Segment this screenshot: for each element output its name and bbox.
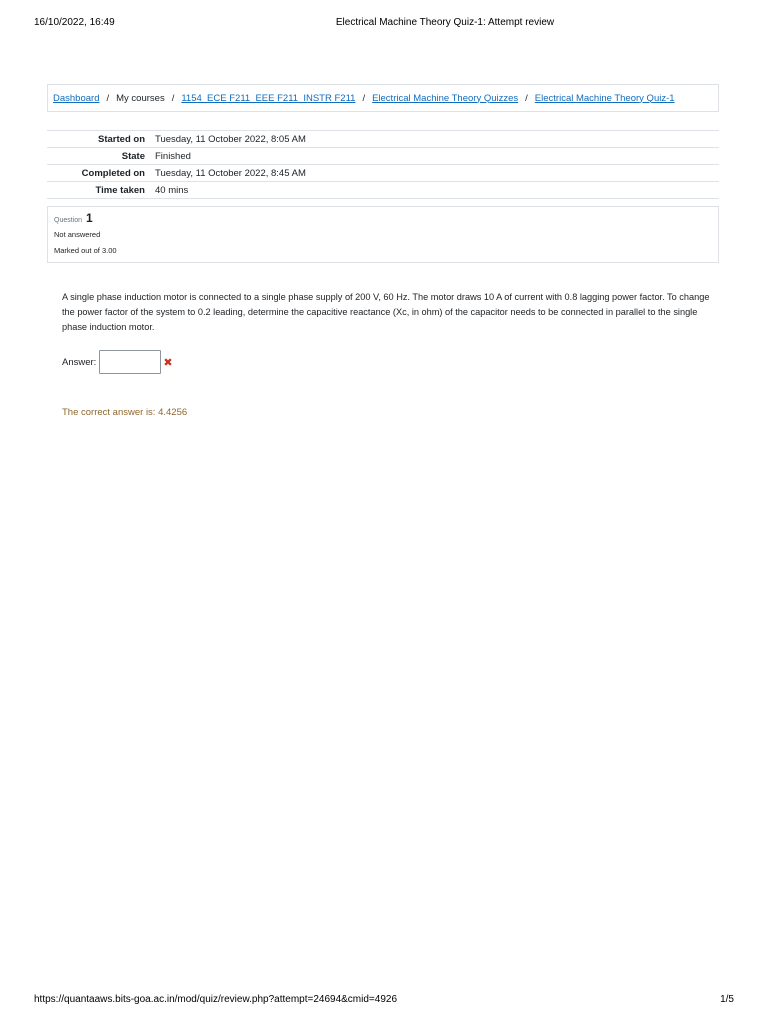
summary-row-time-taken [47, 182, 719, 199]
started-on-value: Tuesday, 11 October 2022, 8:05 AM [155, 133, 306, 145]
completed-on-label: Completed on [81, 167, 145, 179]
state-value: Finished [155, 150, 191, 162]
summary-row-state [47, 148, 719, 165]
question-grade: Marked out of 3.00 [54, 246, 117, 255]
print-footer-page: 1/5 [720, 994, 734, 1005]
answer-label: Answer: [62, 356, 97, 368]
time-taken-value: 40 mins [155, 184, 189, 196]
question-label: Question [54, 217, 83, 224]
print-header-title: Electrical Machine Theory Quiz-1: Attempt review [335, 17, 555, 28]
question-number-line [54, 211, 712, 228]
started-on-label: Started on [98, 133, 145, 145]
breadcrumb-separator: / [171, 92, 175, 104]
summary-row-completed-on [47, 165, 719, 182]
print-footer-url: https://quantaaws.bits-goa.ac.in/mod/quiz/review.php?attempt=24694&cmid=4926 [34, 994, 398, 1005]
question-info-box [47, 206, 719, 263]
breadcrumb-my-courses: My courses [116, 92, 165, 104]
breadcrumb-dashboard-link[interactable]: Dashboard [53, 92, 100, 104]
state-label: State [121, 150, 145, 162]
breadcrumb-separator: / [362, 92, 366, 104]
question-state: Not answered [54, 230, 101, 239]
answer-input[interactable] [99, 350, 161, 374]
attempt-summary-table [47, 130, 719, 199]
breadcrumb-quiz-link[interactable]: Electrical Machine Theory Quiz-1 [534, 92, 675, 104]
breadcrumb [47, 84, 719, 112]
breadcrumb-quizzes-link[interactable]: Electrical Machine Theory Quizzes [372, 92, 519, 104]
summary-row-started-on [47, 131, 719, 148]
completed-on-value: Tuesday, 11 October 2022, 8:45 AM [155, 167, 306, 179]
answer-row [62, 350, 173, 374]
breadcrumb-separator: / [106, 92, 110, 104]
correct-answer-feedback: The correct answer is: 4.4256 [62, 407, 188, 418]
breadcrumb-separator: / [525, 92, 528, 104]
question-number: 1 [85, 211, 93, 225]
print-header-datetime: 16/10/2022, 16:49 [34, 17, 115, 28]
breadcrumb-course-link[interactable]: 1154_ECE F211_EEE F211_INSTR F211 [181, 92, 356, 104]
question-text: A single phase induction motor is connected to a single phase supply of 200 V, 60 Hz. The motor draws 10 A of current with 0.8 lagging power factor. To change the power factor of the system to 0.2 leading, determine the capacitive reactance (Xc, in ohm) of the capacitor needs to be connected in parallel to the single phase induction motor. [62, 292, 710, 332]
incorrect-icon: ✖ [163, 356, 173, 369]
time-taken-label: Time taken [95, 184, 145, 196]
